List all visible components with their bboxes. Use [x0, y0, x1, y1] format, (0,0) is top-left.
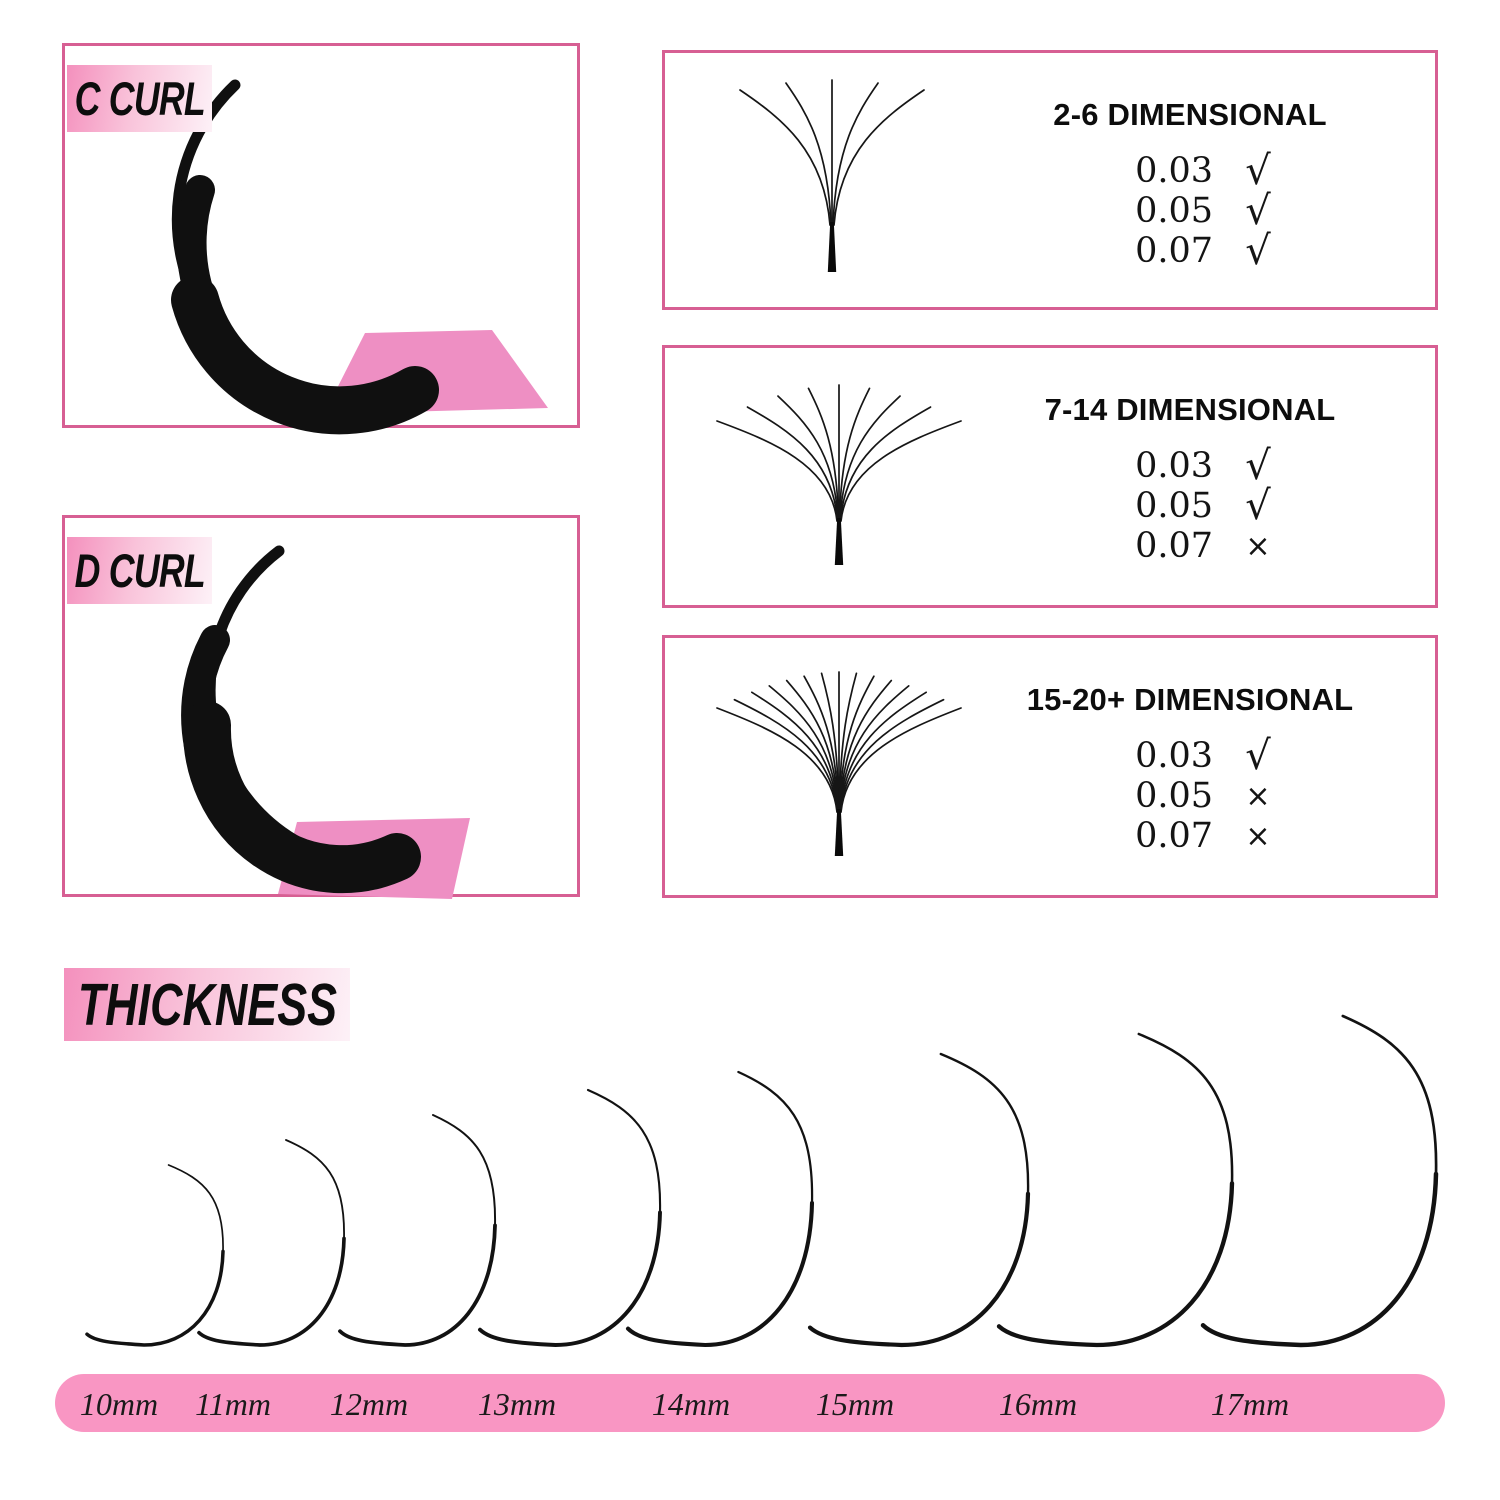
- size-option-row: [1083, 443, 1353, 489]
- d-curl-label: D CURL: [74, 544, 205, 597]
- d-curl-label-banner: [67, 537, 212, 604]
- size-option-row: [1083, 733, 1353, 779]
- cross-mark: ×: [1245, 778, 1271, 814]
- length-curve-12mm: [340, 1115, 495, 1345]
- size-value: 0.07: [1135, 526, 1213, 566]
- cross-mark: ×: [1245, 818, 1271, 854]
- thickness-label-banner: [64, 968, 350, 1041]
- size-option-row: [1083, 228, 1353, 274]
- length-label: 11mm: [195, 1386, 271, 1422]
- c-curl-label-banner: [67, 65, 212, 132]
- length-curve-11mm: [199, 1238, 344, 1345]
- size-options: [1083, 443, 1353, 566]
- length-curve-15mm: [810, 1054, 1028, 1345]
- size-value: 0.07: [1135, 231, 1213, 271]
- length-label: 12mm: [329, 1386, 409, 1422]
- size-option-row: [1083, 188, 1353, 234]
- length-curve-10mm: [87, 1251, 223, 1345]
- length-curve-16mm: [999, 1183, 1232, 1345]
- size-value: 0.05: [1135, 191, 1213, 231]
- length-label: 13mm: [477, 1386, 557, 1422]
- length-curve-13mm: [480, 1212, 660, 1345]
- cross-mark: ×: [1245, 528, 1271, 564]
- check-mark: √: [1245, 483, 1271, 529]
- c-curl-label: C CURL: [74, 72, 205, 125]
- dimension-panel-2-6: [662, 50, 1438, 310]
- length-label: 17mm: [1210, 1386, 1290, 1422]
- check-mark: √: [1245, 733, 1271, 779]
- length-curve-13mm: [480, 1090, 660, 1345]
- size-value: 0.05: [1135, 486, 1213, 526]
- check-mark: √: [1245, 148, 1271, 194]
- length-curve-11mm: [199, 1140, 344, 1345]
- length-curve-14mm: [628, 1072, 812, 1345]
- length-curve-15mm: [810, 1194, 1028, 1345]
- size-option-row: [1083, 816, 1353, 856]
- check-mark: √: [1245, 188, 1271, 234]
- size-option-row: [1083, 483, 1353, 529]
- size-option-row: [1083, 526, 1353, 566]
- length-label: 10mm: [79, 1386, 159, 1422]
- size-value: 0.05: [1135, 776, 1213, 816]
- length-curve-16mm: [999, 1034, 1232, 1345]
- size-options: [1083, 148, 1353, 274]
- check-mark: √: [1245, 443, 1271, 489]
- length-label: 16mm: [998, 1386, 1078, 1422]
- thickness-label: THICKNESS: [77, 971, 337, 1038]
- size-value: 0.07: [1135, 816, 1213, 856]
- dimension-panel-7-14: [662, 345, 1438, 608]
- check-mark: √: [1245, 228, 1271, 274]
- size-option-row: [1083, 148, 1353, 194]
- length-curve-17mm: [1203, 1174, 1436, 1345]
- panel-title: 2-6 DIMENSIONAL: [1053, 97, 1327, 132]
- panel-title: 15-20+ DIMENSIONAL: [1026, 682, 1354, 717]
- length-curve-12mm: [340, 1225, 495, 1345]
- length-curve-17mm: [1203, 1016, 1436, 1345]
- size-value: 0.03: [1135, 151, 1213, 191]
- length-curve-14mm: [628, 1203, 812, 1345]
- size-options: [1083, 733, 1353, 856]
- size-value: 0.03: [1135, 446, 1213, 486]
- length-label: 15mm: [815, 1386, 895, 1422]
- size-option-row: [1083, 776, 1353, 816]
- length-curve-10mm: [87, 1165, 223, 1345]
- dimension-panel-15-20: [662, 635, 1438, 898]
- panel-title: 7-14 DIMENSIONAL: [1044, 392, 1336, 427]
- length-label: 14mm: [651, 1386, 731, 1422]
- size-value: 0.03: [1135, 736, 1213, 776]
